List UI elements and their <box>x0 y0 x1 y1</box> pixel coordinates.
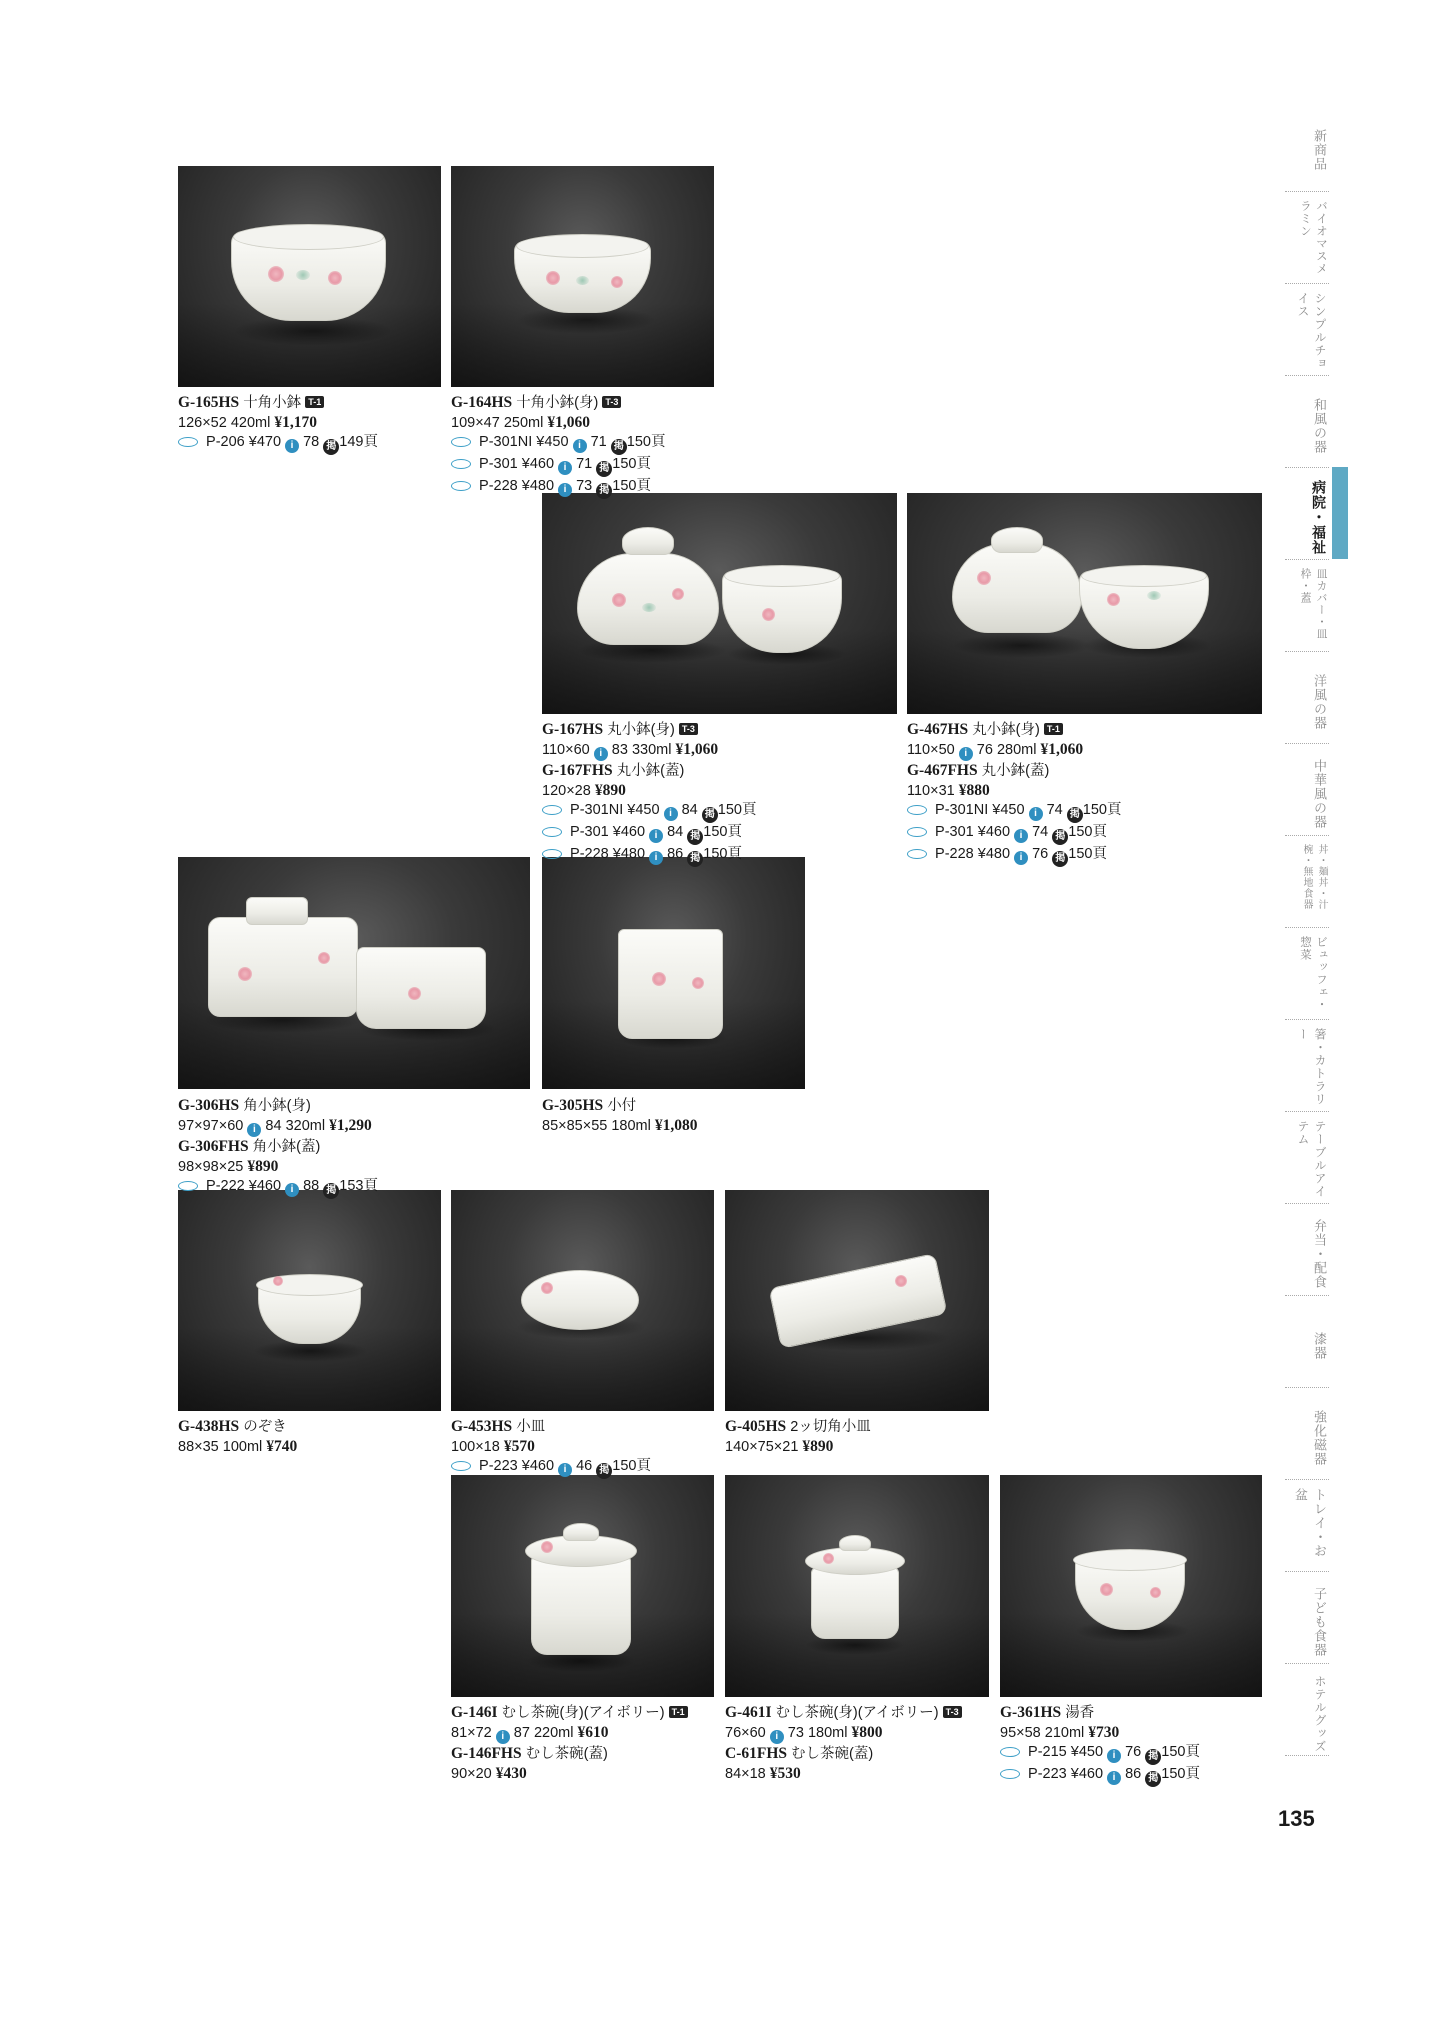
tray-line: P-301 ¥460 i 71 掲 150頁 <box>451 455 665 477</box>
product-photo-g146 <box>451 1475 714 1697</box>
tray-icon <box>907 827 927 837</box>
tray-line: P-301NI ¥450 i 84 掲 150頁 <box>542 801 756 823</box>
info-icon: i <box>959 747 973 761</box>
lid-price: ¥890 <box>594 782 626 799</box>
kei-icon: 掲 <box>1067 807 1083 823</box>
lid-price: ¥890 <box>247 1158 279 1175</box>
product-photo-g467 <box>907 493 1262 714</box>
lid-name: 丸小鉢(蓋) <box>981 763 1050 779</box>
lid-name: 丸小鉢(蓋) <box>616 763 685 779</box>
product-photo-g164 <box>451 166 714 387</box>
nav-item-shikki[interactable]: 漆器 <box>1285 1296 1329 1388</box>
product-photo-g306 <box>178 857 530 1089</box>
tray-line: P-301NI ¥450 i 71 掲 150頁 <box>451 433 665 455</box>
product-photo-g165 <box>178 166 441 387</box>
info-icon: i <box>1107 1749 1121 1763</box>
nav-item-table[interactable]: テーブルアイテム <box>1285 1112 1329 1204</box>
product-price: ¥1,060 <box>547 414 590 431</box>
lid-code: C-61FHS <box>725 1745 787 1762</box>
product-code: G-467HS <box>907 721 969 738</box>
product-name: 湯香 <box>1065 1705 1095 1721</box>
nav-item-cutlery[interactable]: 箸・カトラリー <box>1285 1020 1329 1112</box>
product-name: のぞき <box>243 1419 287 1435</box>
info-icon: i <box>649 851 663 865</box>
lid-name: むし茶碗(蓋) <box>525 1746 608 1762</box>
product-code: G-438HS <box>178 1418 240 1435</box>
tray-line: P-228 ¥480 i 86 掲 150頁 <box>542 845 756 867</box>
product-photo-g453 <box>451 1190 714 1411</box>
product-name: 丸小鉢(身) <box>607 722 675 738</box>
kei-icon: 掲 <box>596 483 612 499</box>
info-icon: i <box>558 461 572 475</box>
page-number: 135 <box>1278 1806 1315 1831</box>
tray-icon <box>542 827 562 837</box>
product-price: ¥730 <box>1088 1724 1120 1741</box>
info-icon: i <box>573 439 587 453</box>
tag-badge: T-3 <box>679 723 698 735</box>
info-icon: i <box>1107 1771 1121 1785</box>
lid-price: ¥530 <box>769 1765 801 1782</box>
product-spec: 109×47 250ml <box>451 415 544 431</box>
tray-icon <box>542 849 562 859</box>
caption-g305: G-305HS 小付 85×85×55 180ml ¥1,080 <box>542 1097 698 1134</box>
product-price: ¥1,080 <box>654 1117 698 1134</box>
product-price: ¥1,060 <box>675 741 719 758</box>
tray-icon <box>451 481 471 491</box>
nav-item-chuka[interactable]: 中華風の器 <box>1285 744 1329 836</box>
info-icon: i <box>496 1730 510 1744</box>
product-code: G-461I <box>725 1704 772 1721</box>
tray-icon <box>178 1181 198 1191</box>
info-icon: i <box>558 483 572 497</box>
info-icon: i <box>770 1730 784 1744</box>
product-spec: 126×52 420ml <box>178 415 271 431</box>
tag-badge: T-3 <box>943 1706 962 1718</box>
lid-name: 角小鉢(蓋) <box>252 1139 321 1155</box>
info-icon: i <box>558 1463 572 1477</box>
product-code: G-405HS <box>725 1418 787 1435</box>
nav-item-yofu[interactable]: 洋風の器 <box>1285 652 1329 744</box>
tag-badge: T-1 <box>1044 723 1063 735</box>
product-price: ¥1,290 <box>329 1117 372 1134</box>
tray-icon <box>1000 1747 1020 1757</box>
info-icon: i <box>594 747 608 761</box>
product-name: 角小鉢(身) <box>243 1098 311 1114</box>
product-price: ¥610 <box>577 1724 609 1741</box>
product-photo-g305 <box>542 857 805 1089</box>
info-icon: i <box>649 829 663 843</box>
tray-line: P-301 ¥460 i 84 掲 150頁 <box>542 823 756 845</box>
product-name: 小皿 <box>516 1419 546 1435</box>
info-icon: i <box>1014 829 1028 843</box>
product-name: むし茶碗(身)(アイボリー) <box>775 1705 939 1721</box>
product-price: ¥740 <box>266 1438 298 1455</box>
tray-line: P-223 ¥460 i 46 掲 150頁 <box>451 1457 651 1479</box>
product-photo-g461 <box>725 1475 989 1697</box>
product-code: G-361HS <box>1000 1704 1062 1721</box>
lid-code: G-167FHS <box>542 762 613 779</box>
product-name: 2ッ切角小皿 <box>790 1419 871 1435</box>
nav-item-hospital[interactable]: 病院・福祉 <box>1285 468 1329 560</box>
caption-g306: G-306HS 角小鉢(身) 97×97×60 i 84 320ml ¥1,290 G-306FHS 角小鉢(蓋) 98×98×25 ¥890 P-222 ¥460 i 88 掲 153頁 <box>178 1096 378 1199</box>
product-code: G-167HS <box>542 721 604 738</box>
tray-icon <box>451 1461 471 1471</box>
caption-g438: G-438HS のぞき 88×35 100ml ¥740 <box>178 1418 298 1455</box>
caption-g165 <box>178 393 378 455</box>
tray-icon <box>907 849 927 859</box>
product-price: ¥570 <box>503 1438 535 1455</box>
tag-badge: T-1 <box>669 1706 688 1718</box>
caption-g146: G-146I むし茶碗(身)(アイボリー) T-1 81×72 i 87 220ml ¥610 G-146FHS むし茶碗(蓋) 90×20 ¥430 <box>451 1703 688 1784</box>
tag-badge: T-3 <box>602 396 621 408</box>
caption-g361: G-361HS 湯香 95×58 210ml ¥730 P-215 ¥450 i 76 掲 150頁 P-223 ¥460 i 86 掲 150頁 <box>1000 1703 1200 1787</box>
product-code: G-146I <box>451 1704 498 1721</box>
nav-item-hotel[interactable]: ホテルグッズ <box>1285 1664 1329 1756</box>
tray-line: P-228 ¥480 i 73 掲 150頁 <box>451 477 665 499</box>
kei-icon: 掲 <box>596 1463 612 1479</box>
nav-item-buffet[interactable]: ビュッフェ・惣菜 <box>1285 928 1329 1020</box>
product-name: むし茶碗(身)(アイボリー) <box>501 1705 665 1721</box>
kei-icon: 掲 <box>1145 1771 1161 1787</box>
tag-badge: T-1 <box>305 396 324 408</box>
nav-item-new[interactable]: 新商品 <box>1285 100 1329 192</box>
info-icon: i <box>247 1123 261 1137</box>
kei-icon: 掲 <box>596 461 612 477</box>
kei-icon: 掲 <box>1052 829 1068 845</box>
product-name: 十角小鉢(身) <box>516 395 599 411</box>
caption-g405: G-405HS 2ッ切角小皿 140×75×21 ¥890 <box>725 1418 871 1455</box>
product-price: ¥890 <box>802 1438 834 1455</box>
nav-item-simple[interactable]: シンプルチョイス <box>1285 284 1329 376</box>
kei-icon: 掲 <box>702 807 718 823</box>
caption-g467: G-467HS 丸小鉢(身) T-1 110×50 i 76 280ml ¥1,060 G-467FHS 丸小鉢(蓋) 110×31 ¥880 P-301NI ¥450 i 74 掲 150頁 P-301 ¥460 i 74 掲 150頁 P-228 ¥480 i 76 掲 150頁 <box>907 720 1121 867</box>
tray-line: P-301 ¥460 i 74 掲 150頁 <box>907 823 1121 845</box>
info-icon: i <box>664 807 678 821</box>
product-photo-g438 <box>178 1190 441 1411</box>
product-code: G-453HS <box>451 1418 513 1435</box>
tray-line: P-301NI ¥450 i 74 掲 150頁 <box>907 801 1121 823</box>
tray-icon <box>451 459 471 469</box>
tray-line: P-222 ¥460 i 88 掲 153頁 <box>178 1177 378 1199</box>
tray-icon <box>907 805 927 815</box>
caption-g453: G-453HS 小皿 100×18 ¥570 P-223 ¥460 i 46 掲 150頁 <box>451 1417 651 1479</box>
product-code: G-305HS <box>542 1097 604 1114</box>
lid-code: G-146FHS <box>451 1745 522 1762</box>
nav-item-biomass[interactable]: バイオマスメラミン <box>1285 192 1329 284</box>
product-price: ¥1,060 <box>1040 741 1084 758</box>
product-name: 十角小鉢 <box>243 395 302 411</box>
product-name: 小付 <box>607 1098 637 1114</box>
kei-icon: 掲 <box>1145 1749 1161 1765</box>
lid-price: ¥430 <box>495 1765 527 1782</box>
tray-line: P-215 ¥450 i 76 掲 150頁 <box>1000 1743 1200 1765</box>
kei-icon: 掲 <box>323 1183 339 1199</box>
tray-icon <box>542 805 562 815</box>
tray-line: P-206 ¥470 i 78 掲 149頁 <box>178 433 378 455</box>
info-icon: i <box>1014 851 1028 865</box>
nav-item-kyoka[interactable]: 強化磁器 <box>1285 1388 1329 1480</box>
product-code: G-306HS <box>178 1097 240 1114</box>
info-icon: i <box>1029 807 1043 821</box>
lid-name: むし茶碗(蓋) <box>791 1746 874 1762</box>
product-photo-g405 <box>725 1190 989 1411</box>
caption-g164 <box>451 393 665 499</box>
info-icon: i <box>285 439 299 453</box>
kei-icon: 掲 <box>687 829 703 845</box>
nav-item-kids[interactable]: 子ども食器 <box>1285 1572 1329 1664</box>
nav-item-don[interactable]: 丼・麺丼・汁椀・無地食器 <box>1285 836 1329 928</box>
product-code: G-164HS <box>451 394 513 411</box>
lid-code: G-306FHS <box>178 1138 249 1155</box>
tray-icon <box>178 437 198 447</box>
nav-item-cover[interactable]: 皿カバー・皿枠・蓋 <box>1285 560 1329 652</box>
product-code: G-165HS <box>178 394 240 411</box>
kei-icon: 掲 <box>323 439 339 455</box>
product-price: ¥800 <box>851 1724 883 1741</box>
caption-g461: G-461I むし茶碗(身)(アイボリー) T-3 76×60 i 73 180ml ¥800 C-61FHS むし茶碗(蓋) 84×18 ¥530 <box>725 1703 962 1784</box>
caption-g167: G-167HS 丸小鉢(身) T-3 110×60 i 83 330ml ¥1,060 G-167FHS 丸小鉢(蓋) 120×28 ¥890 P-301NI ¥450 i 84 掲 150頁 P-301 ¥460 i 84 掲 150頁 P-228 ¥480 i 86 掲 150頁 <box>542 720 756 867</box>
info-icon: i <box>285 1183 299 1197</box>
nav-item-wafu[interactable]: 和風の器 <box>1285 376 1329 468</box>
tray-line: P-228 ¥480 i 76 掲 150頁 <box>907 845 1121 867</box>
product-name: 丸小鉢(身) <box>972 722 1040 738</box>
kei-icon: 掲 <box>1052 851 1068 867</box>
kei-icon: 掲 <box>687 851 703 867</box>
tray-line: P-223 ¥460 i 86 掲 150頁 <box>1000 1765 1200 1787</box>
nav-item-tray[interactable]: トレイ・お盆 <box>1285 1480 1329 1572</box>
lid-code: G-467FHS <box>907 762 978 779</box>
nav-item-bento[interactable]: 弁当・配食 <box>1285 1204 1329 1296</box>
product-photo-g167 <box>542 493 897 714</box>
product-photo-g361 <box>1000 1475 1262 1697</box>
lid-price: ¥880 <box>958 782 990 799</box>
product-price: ¥1,170 <box>274 414 317 431</box>
tray-icon <box>451 437 471 447</box>
active-section-marker <box>1332 467 1348 559</box>
tray-icon <box>1000 1769 1020 1779</box>
kei-icon: 掲 <box>611 439 627 455</box>
